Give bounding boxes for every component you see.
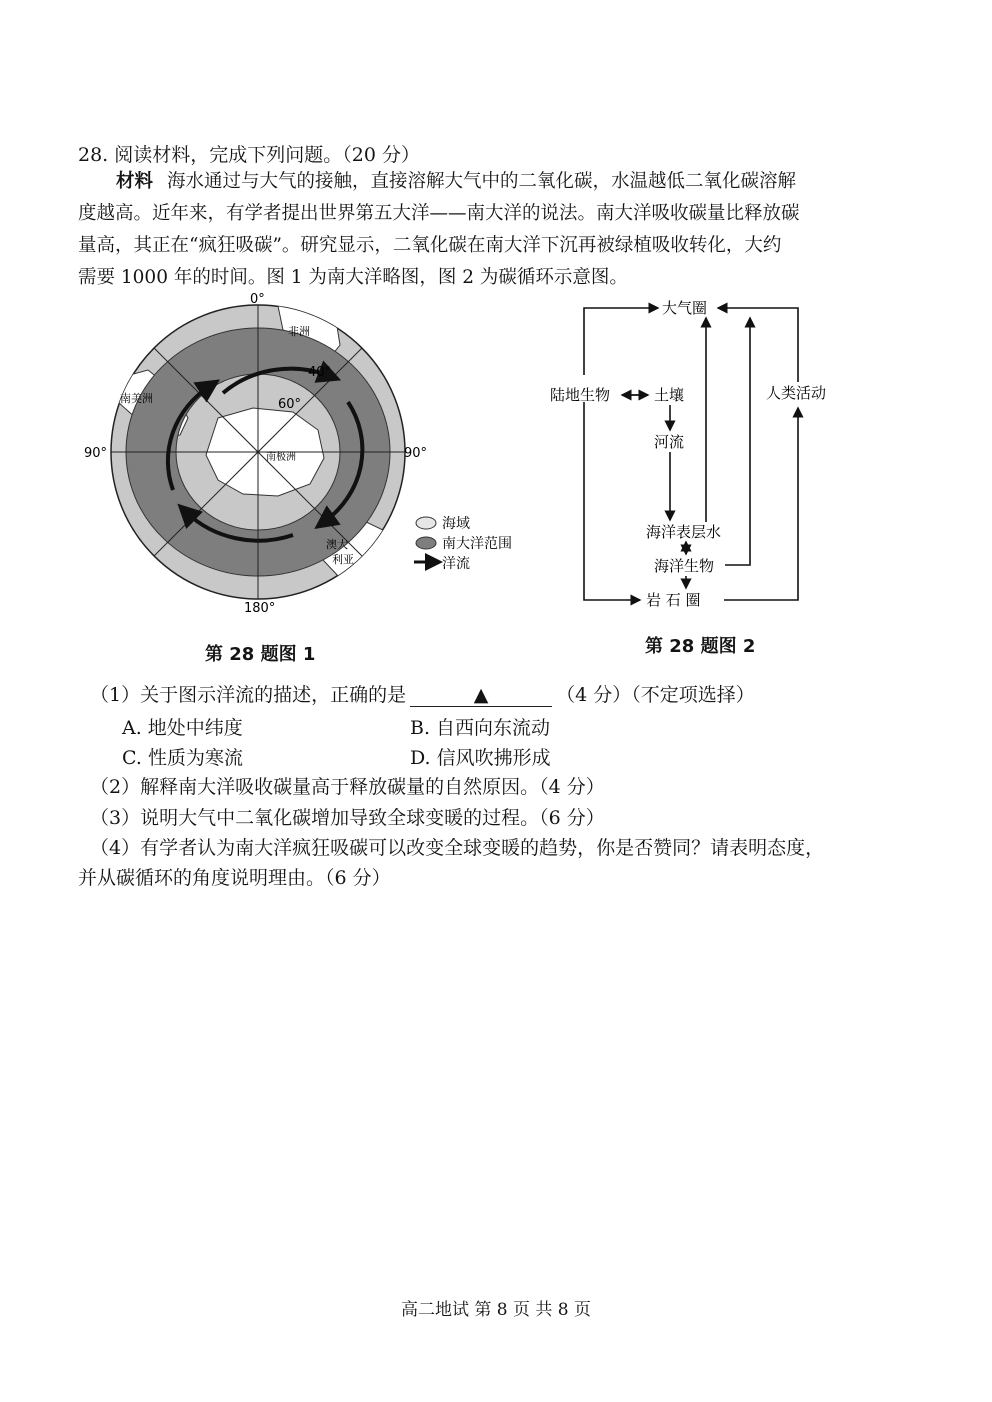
legend-sea-label: 海域 bbox=[442, 516, 470, 532]
carbon-cycle-diagram bbox=[540, 290, 840, 620]
node-river: 河流 bbox=[654, 433, 685, 451]
label-180: 180° bbox=[244, 601, 276, 616]
label-south-america: 南美洲 bbox=[120, 392, 153, 405]
answer-blank[interactable]: ▲ bbox=[410, 684, 552, 707]
subquestion-3: （3）说明大气中二氧化碳增加导致全球变暖的过程。（6 分） bbox=[90, 807, 605, 829]
arrow-landbio-to-litho bbox=[584, 402, 640, 600]
subquestion-2: （2）解释南大洋吸收碳量高于释放碳量的自然原因。（4 分） bbox=[90, 776, 605, 798]
label-lat-40: 40° bbox=[308, 365, 332, 380]
material-line-4: 需要 1000 年的时间。图 1 为南大洋略图，图 2 为碳循环示意图。 bbox=[78, 267, 628, 288]
page-footer: 高二地试 第 8 页 共 8 页 bbox=[400, 1300, 592, 1320]
label-90-west: 90° bbox=[84, 446, 108, 461]
subquestion-4-line-1: （4）有学者认为南大洋疯狂吸碳可以改变全球变暖的趋势，你是否赞同？请表明态度， bbox=[90, 837, 825, 859]
label-antarctica: 南极洲 bbox=[266, 452, 296, 463]
material-line-2: 度越高。近年来，有学者提出世界第五大洋——南大洋的说法。南大洋吸收碳量比释放碳 bbox=[78, 203, 800, 224]
arrow-landbio-to-atmos bbox=[584, 308, 658, 375]
label-australia-1: 澳大 bbox=[326, 538, 348, 551]
subquestion-1 bbox=[90, 680, 755, 707]
arrow-human-to-atmos bbox=[718, 308, 798, 382]
label-africa: 非洲 bbox=[288, 325, 310, 338]
material-line-1: 海水通过与大气的接触，直接溶解大气中的二氧化碳，水温越低二氧化碳溶解 bbox=[167, 171, 797, 192]
node-ocean-biology: 海洋生物 bbox=[654, 557, 715, 575]
legend-current-label: 洋流 bbox=[442, 556, 470, 572]
legend-sea-swatch bbox=[416, 517, 436, 529]
question-title: 28. 阅读材料，完成下列问题。（20 分） bbox=[78, 144, 420, 166]
option-d: D. 信风吹拂形成 bbox=[410, 747, 551, 769]
node-human-activity: 人类活动 bbox=[766, 384, 827, 402]
material-label: 材料 bbox=[116, 171, 154, 192]
option-a: A. 地处中纬度 bbox=[122, 717, 243, 739]
label-australia-2: 利亚 bbox=[332, 553, 354, 566]
node-lithosphere: 岩 石 圈 bbox=[646, 591, 701, 609]
material-paragraph bbox=[78, 166, 918, 294]
subquestion-1-text: （1）关于图示洋流的描述，正确的是 bbox=[90, 684, 407, 706]
label-0: 0° bbox=[250, 292, 265, 307]
node-soil: 土壤 bbox=[654, 386, 685, 404]
arrow-oceanbio-to-atmos bbox=[725, 318, 750, 565]
option-b: B. 自西向东流动 bbox=[410, 717, 551, 739]
legend-southern-ocean-label: 南大洋范围 bbox=[442, 536, 512, 552]
figure2-caption: 第 28 题图 2 bbox=[645, 636, 756, 657]
node-ocean-surface: 海洋表层水 bbox=[646, 523, 722, 541]
label-lat-60: 60° bbox=[278, 397, 302, 412]
node-atmosphere: 大气圈 bbox=[662, 299, 708, 317]
figure1-caption: 第 28 题图 1 bbox=[205, 644, 316, 665]
subquestion-1-score: （4 分）（不定项选择） bbox=[556, 684, 755, 706]
label-90-east: 90° bbox=[404, 446, 428, 461]
legend-southern-ocean-swatch bbox=[416, 537, 436, 549]
arrow-litho-to-human bbox=[724, 408, 798, 600]
subquestion-4-line-2: 并从碳循环的角度说明理由。（6 分） bbox=[78, 867, 391, 889]
material-line-3: 量高，其正在“疯狂吸碳”。研究显示，二氧化碳在南大洋下沉再被绿植吸收转化，大约 bbox=[78, 235, 782, 256]
southern-ocean-map bbox=[78, 290, 538, 630]
option-c: C. 性质为寒流 bbox=[122, 747, 243, 769]
node-land-biology: 陆地生物 bbox=[550, 386, 611, 404]
